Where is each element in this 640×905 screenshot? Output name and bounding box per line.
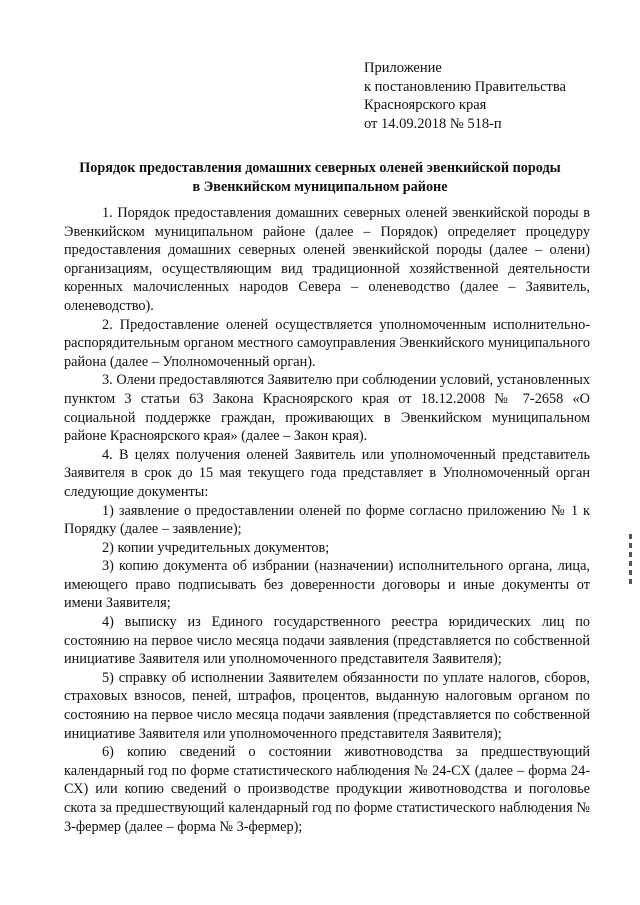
title-line: в Эвенкийском муниципальном районе [192,179,448,195]
appendix-line: Приложение [364,60,442,76]
scan-margin-mark [629,534,632,592]
paragraph-2: 2. Предоставление оленей осуществляется уполномоченным исполнительно-распорядительным органом местного самоуправления Эвенкийского муниципального района (далее – Уполномоченный орган). [64,316,590,370]
title-line: Порядок предоставления домашних северных оленей эвенкийской породы [79,160,561,176]
appendix-line: от 14.09.2018 № 518-п [364,115,502,132]
appendix-line: Красноярского края [364,97,487,113]
list-item-4: 4) выписку из Единого государственного реестра юридических лиц по состоянию на первое число месяца подачи заявления (представляется по собственной инициативе Заявителя или уполномоченного представителя Заявителя); [64,614,590,668]
list-item-6: 6) копию сведений о состоянии животноводства за предшествующий календарный год по форме статистического наблюдения № 24-СХ (далее – форма 24-СХ) или копию сведений о производстве продукции животноводства и поголовье скота за предшествующий календарный год по форме статистического наблюдения № 3-фермер (далее – форма № 3-фермер); [64,744,590,835]
document-title [60,159,580,197]
list-item-3: 3) копию документа об избрании (назначении) исполнительного органа, лица, имеющего право подписывать без доверенности договоры и иные документы от имени Заявителя; [64,558,590,612]
list-item-5: 5) справку об исполнении Заявителем обязанности по уплате налогов, сборов, страховых взносов, пеней, штрафов, процентов, выданную налоговым органом по состоянию на первое число месяца подачи заявления (представляется по собственной инициативе Заявителя или уполномоченного представителя Заявителя); [64,669,590,742]
list-item-1: 1) заявление о предоставлении оленей по форме согласно приложению № 1 к Порядку (далее – заявление); [64,502,590,538]
paragraph-3: 3. Олени предоставляются Заявителю при соблюдении условий, установленных пунктом 3 статьи 63 Закона Красноярского края от 18.12.2008 № 7-2658 «О социальной поддержке граждан, проживающих в Эвенкийском муниципальном районе Красноярского края» (далее – Закон края). [64,372,590,445]
list-item-2: 2) копии учредительных документов; [102,539,330,556]
document-body [64,204,590,836]
paragraph-1: 1. Порядок предоставления домашних северных оленей эвенкийской породы в Эвенкийском муниципальном районе (далее – Порядок) определяет процедуру предоставления домашних северных оленей эвенкийской породы (далее – олени) организациям, осуществляющим вид традиционной хозяйственной деятельности коренных малочисленных народов Севера – оленеводство (далее – Заявитель, оленеводство). [64,205,590,314]
appendix-line: к постановлению Правительства [364,78,566,95]
appendix-header [364,59,566,133]
paragraph-4: 4. В целях получения оленей Заявитель или уполномоченный представитель Заявителя в срок до 15 мая текущего года представляет в Уполномоченный орган следующие документы: [64,446,590,500]
